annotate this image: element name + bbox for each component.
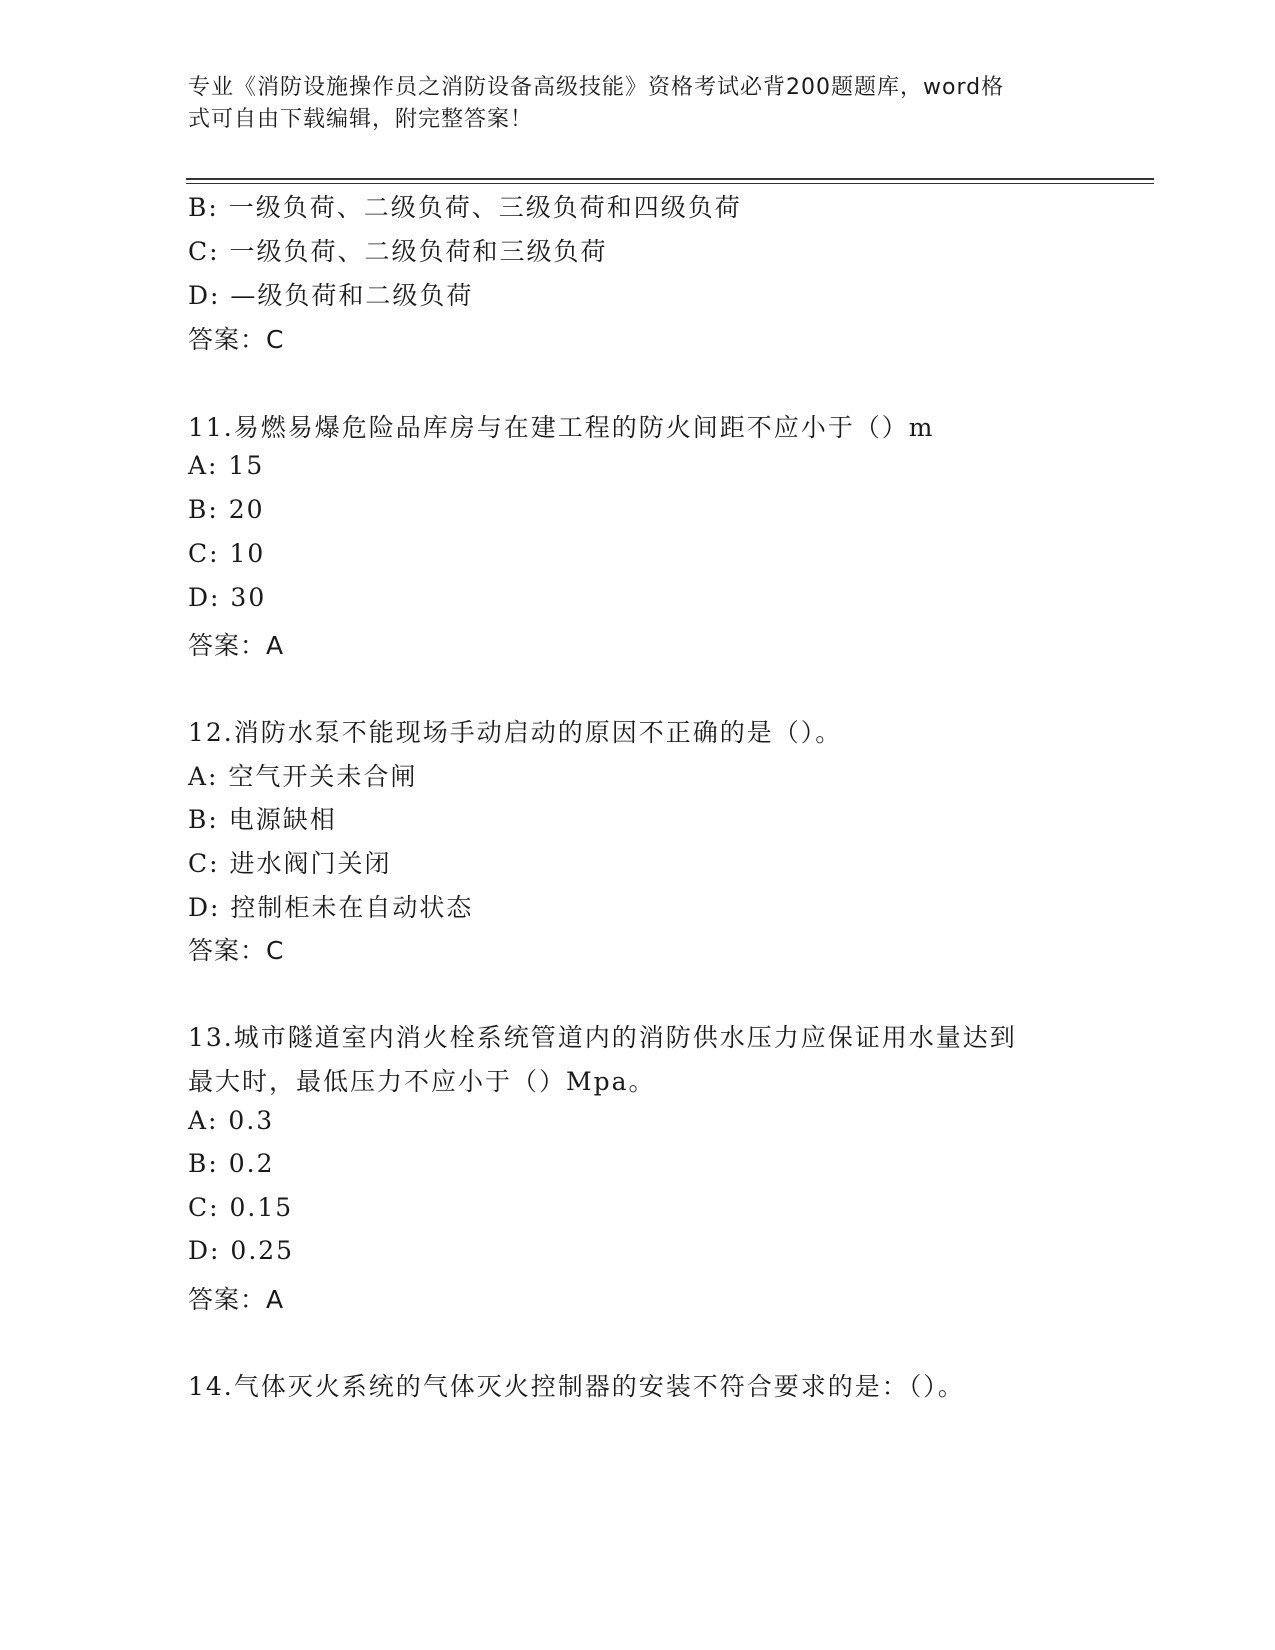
q11-option-a: A: 15 — [188, 451, 265, 480]
prev-option-d: D: —级负荷和二级负荷 — [188, 281, 474, 310]
q13-option-c: C: 0.15 — [188, 1193, 294, 1222]
q12-answer: 答案：C — [188, 936, 285, 965]
header-divider-thin — [186, 183, 1154, 184]
q11-stem: 11.易燃易爆危险品库房与在建工程的防火间距不应小于（）m — [188, 413, 935, 442]
header-divider-thick — [186, 178, 1154, 180]
q12-stem: 12.消防水泵不能现场手动启动的原因不正确的是（）。 — [188, 718, 843, 747]
q13-option-a: A: 0.3 — [188, 1106, 275, 1135]
q12-option-c: C: 进水阀门关闭 — [188, 849, 392, 878]
document-header — [188, 72, 1068, 136]
q11-option-c: C: 10 — [188, 539, 266, 568]
q13-answer: 答案：A — [188, 1285, 285, 1314]
q11-option-b: B: 20 — [188, 495, 265, 524]
prev-option-b: B: 一级负荷、二级负荷、三级负荷和四级负荷 — [188, 193, 742, 222]
prev-answer: 答案：C — [188, 325, 285, 354]
q13-stem-line-2: 最大时，最低压力不应小于（）Mpa。 — [188, 1067, 656, 1096]
header-line-2: 式可自由下载编辑，附完整答案！ — [188, 107, 534, 132]
prev-option-c: C: 一级负荷、二级负荷和三级负荷 — [188, 237, 608, 266]
q11-answer: 答案：A — [188, 631, 285, 660]
q12-option-b: B: 电源缺相 — [188, 805, 337, 834]
q13-option-b: B: 0.2 — [188, 1149, 275, 1178]
q14-stem: 14.气体灭火系统的气体灭火控制器的安装不符合要求的是：（）。 — [188, 1372, 965, 1401]
q11-option-d: D: 30 — [188, 583, 267, 612]
header-line-1: 专业《消防设施操作员之消防设备高级技能》资格考试必背200题题库，word格 — [188, 75, 1005, 100]
q13-option-d: D: 0.25 — [188, 1236, 295, 1265]
q12-option-a: A: 空气开关未合闸 — [188, 762, 418, 791]
q12-option-d: D: 控制柜未在自动状态 — [188, 893, 474, 922]
q13-stem-line-1: 13.城市隧道室内消火栓系统管道内的消防供水压力应保证用水量达到 — [188, 1023, 1017, 1052]
